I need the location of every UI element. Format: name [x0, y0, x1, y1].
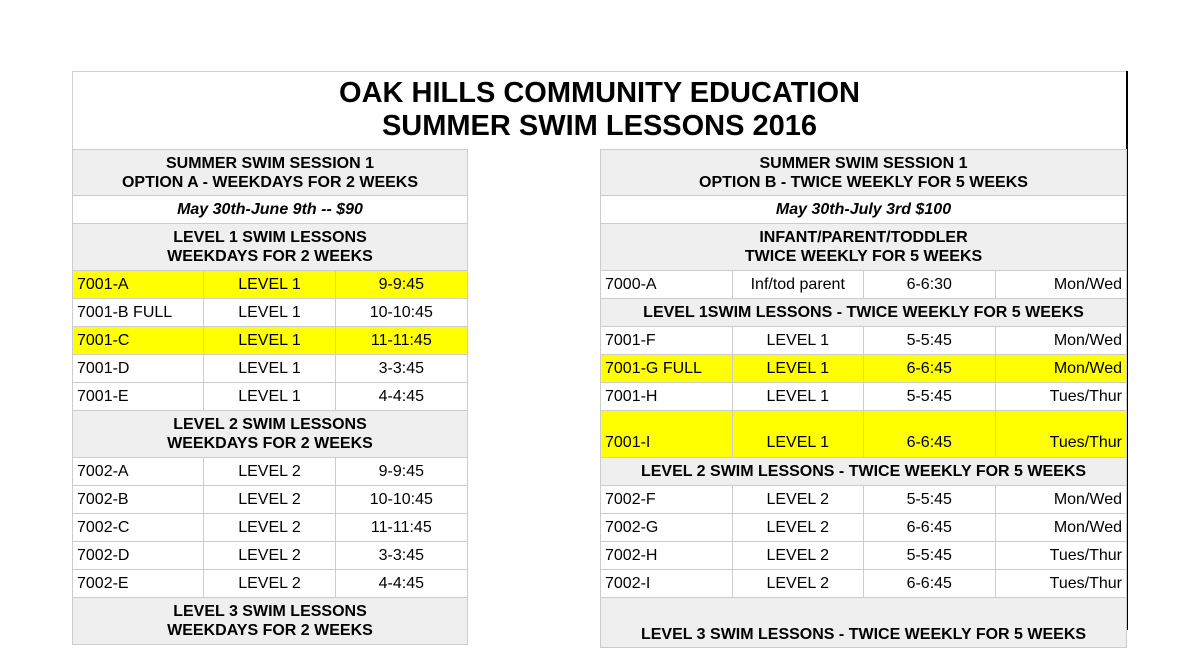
cell-level: LEVEL 2	[204, 514, 335, 541]
table-row	[600, 271, 1127, 299]
cell-days: Mon/Wed	[1053, 490, 1122, 508]
cell-level: LEVEL 2	[733, 542, 865, 569]
cell-code: 7002-E	[73, 570, 204, 597]
section-header-text	[167, 228, 373, 266]
section-header-text	[641, 625, 1086, 644]
session-header	[600, 149, 1127, 196]
section-header-text	[745, 228, 982, 266]
cell-level: LEVEL 1	[204, 383, 335, 410]
session-header-line: OPTION A - WEEKDAYS FOR 2 WEEKS	[121, 173, 419, 191]
cell-level: Inf/tod parent	[733, 271, 865, 298]
cell-level: LEVEL 1	[733, 327, 865, 354]
section-header	[600, 224, 1127, 271]
option-b-table	[600, 149, 1127, 648]
cell-time: 5-5:45	[864, 327, 996, 354]
section-header	[72, 224, 468, 271]
title-line-1: OAK HILLS COMMUNITY EDUCATION	[339, 77, 860, 109]
section-header-line: LEVEL 3 SWIM LESSONS - TWICE WEEKLY FOR 5 WEEKS	[640, 626, 1087, 643]
session-header-text	[122, 154, 418, 192]
section-header-text	[641, 462, 1086, 481]
table-row	[72, 458, 468, 486]
cell-time: 6-6:45	[864, 411, 996, 457]
section-header	[72, 411, 468, 458]
section-header-text	[167, 415, 373, 453]
document-title	[73, 77, 1126, 143]
cell-code: 7001-H	[601, 383, 733, 410]
section-header-line: LEVEL 1 SWIM LESSONS	[173, 229, 367, 246]
cell-code: 7002-C	[73, 514, 204, 541]
table-row	[72, 327, 468, 355]
section-header-line: WEEKDAYS FOR 2 WEEKS	[167, 435, 373, 452]
cell-days: Mon/Wed	[1053, 518, 1122, 536]
cell-time: 6-6:45	[864, 355, 996, 382]
cell-days: Tues/Thur	[1049, 574, 1122, 592]
cell-time: 11-11:45	[370, 518, 432, 536]
section-header	[72, 598, 468, 645]
cell-time: 4-4:45	[378, 387, 424, 405]
section-header-line: WEEKDAYS FOR 2 WEEKS	[167, 622, 373, 639]
session-header-text	[699, 154, 1028, 192]
cell-level: LEVEL 2	[204, 542, 335, 569]
table-row	[600, 570, 1127, 598]
cell-time: 11-11:45	[370, 331, 432, 349]
cell-level: LEVEL 2	[733, 514, 865, 541]
cell-code: 7002-I	[601, 570, 733, 597]
section-header-line: TWICE WEEKLY FOR 5 WEEKS	[744, 248, 983, 265]
session-header-line: SUMMER SWIM SESSION 1	[165, 154, 375, 172]
table-row	[72, 570, 468, 598]
table-row	[600, 383, 1127, 411]
cell-code: 7000-A	[601, 271, 733, 298]
cell-days: Tues/Thur	[1049, 546, 1122, 564]
cell-code: 7001-D	[73, 355, 204, 382]
table-row	[600, 355, 1127, 383]
table-row	[72, 355, 468, 383]
table-row	[72, 542, 468, 570]
cell-level: LEVEL 2	[204, 458, 335, 485]
cell-time: 10-10:45	[369, 303, 433, 321]
cell-time: 9-9:45	[378, 275, 424, 293]
cell-level: LEVEL 1	[733, 383, 865, 410]
cell-level: LEVEL 2	[204, 486, 335, 513]
cell-time: 5-5:45	[864, 383, 996, 410]
cell-level: LEVEL 1	[204, 355, 335, 382]
table-row	[72, 514, 468, 542]
table-row	[600, 486, 1127, 514]
section-header	[600, 598, 1127, 648]
session-header-line: SUMMER SWIM SESSION 1	[759, 154, 968, 172]
cell-time: 6-6:30	[864, 271, 996, 298]
section-header-line: LEVEL 2 SWIM LESSONS - TWICE WEEKLY FOR 5 WEEKS	[640, 463, 1087, 480]
section-header-line: WEEKDAYS FOR 2 WEEKS	[167, 248, 373, 265]
cell-time: 9-9:45	[378, 462, 424, 480]
section-header	[600, 458, 1127, 486]
cell-code: 7002-F	[601, 486, 733, 513]
cell-days: Mon/Wed	[1053, 275, 1122, 293]
cell-level: LEVEL 2	[733, 570, 865, 597]
section-header-text	[643, 303, 1084, 322]
session-dates: May 30th-July 3rd $100	[600, 196, 1127, 224]
cell-code: 7002-A	[73, 458, 204, 485]
cell-code: 7002-D	[73, 542, 204, 569]
cell-code: 7002-G	[601, 514, 733, 541]
cell-time: 3-3:45	[378, 359, 424, 377]
cell-level: LEVEL 1	[733, 411, 865, 457]
table-row	[600, 542, 1127, 570]
cell-time: 6-6:45	[864, 570, 996, 597]
cell-level: LEVEL 1	[733, 355, 865, 382]
section-header-line: LEVEL 3 SWIM LESSONS	[173, 603, 367, 620]
cell-level: LEVEL 2	[733, 486, 865, 513]
cell-code: 7001-B FULL	[73, 299, 204, 326]
section-header-text	[167, 602, 373, 640]
cell-level: LEVEL 1	[204, 327, 335, 354]
cell-days: Mon/Wed	[1053, 359, 1122, 377]
cell-code: 7001-C	[73, 327, 204, 354]
table-row	[600, 411, 1127, 458]
cell-time: 3-3:45	[378, 546, 424, 564]
table-row	[72, 486, 468, 514]
cell-days: Tues/Thur	[1049, 434, 1122, 451]
cell-code: 7001-A	[73, 271, 204, 298]
section-header-line: LEVEL 1SWIM LESSONS - TWICE WEEKLY FOR 5 WEEKS	[643, 304, 1084, 321]
table-row	[600, 327, 1127, 355]
table-row	[72, 299, 468, 327]
cell-time: 10-10:45	[369, 490, 433, 508]
option-a-table	[72, 149, 468, 645]
table-row	[72, 383, 468, 411]
table-row	[72, 271, 468, 299]
cell-level: LEVEL 2	[204, 570, 335, 597]
table-row	[600, 514, 1127, 542]
section-header	[600, 299, 1127, 327]
section-header-line: LEVEL 2 SWIM LESSONS	[173, 416, 367, 433]
session-dates: May 30th-June 9th -- $90	[72, 196, 468, 224]
title-line-2: SUMMER SWIM LESSONS 2016	[381, 110, 818, 142]
cell-time: 6-6:45	[864, 514, 996, 541]
sheet-top-border	[72, 71, 1128, 72]
cell-code: 7001-G FULL	[601, 355, 733, 382]
cell-days: Tues/Thur	[1049, 387, 1122, 405]
cell-code: 7002-H	[601, 542, 733, 569]
cell-time: 5-5:45	[864, 486, 996, 513]
section-header-line: INFANT/PARENT/TODDLER	[759, 229, 968, 246]
cell-time: 5-5:45	[864, 542, 996, 569]
cell-code: 7002-B	[73, 486, 204, 513]
cell-code: 7001-F	[601, 327, 733, 354]
cell-days: Mon/Wed	[1053, 331, 1122, 349]
cell-level: LEVEL 1	[204, 271, 335, 298]
cell-code: 7001-E	[73, 383, 204, 410]
session-header	[72, 149, 468, 196]
session-header-line: OPTION B - TWICE WEEKLY FOR 5 WEEKS	[699, 173, 1028, 191]
spreadsheet	[72, 71, 1128, 643]
cell-code: 7001-I	[601, 411, 733, 457]
cell-level: LEVEL 1	[204, 299, 335, 326]
cell-time: 4-4:45	[378, 574, 424, 592]
